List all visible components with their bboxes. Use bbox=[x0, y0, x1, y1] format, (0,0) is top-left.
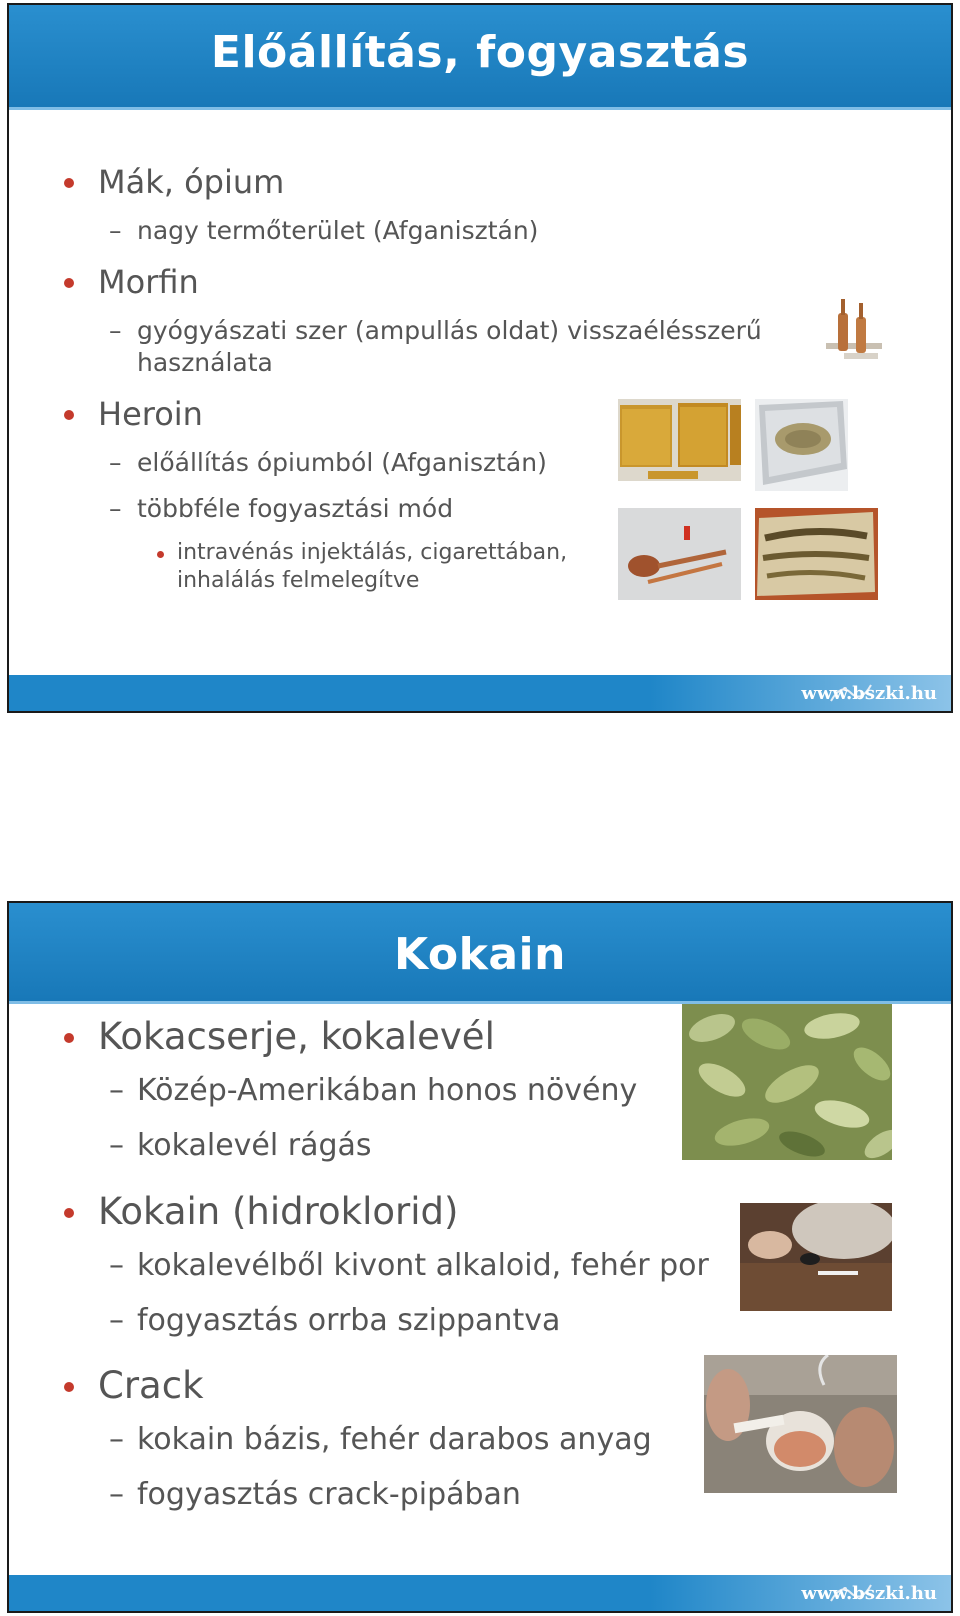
dash-icon: – bbox=[109, 1128, 124, 1163]
snorting-image bbox=[740, 1203, 892, 1311]
sub-bullet: – többféle fogyasztási mód bbox=[109, 494, 454, 523]
bullet-text: Mák, ópium bbox=[98, 163, 285, 201]
bullet-kokain-hidroklorid bbox=[98, 1190, 458, 1233]
bullet-dot-icon bbox=[64, 1208, 74, 1218]
sub-bullet: – előállítás ópiumból (Afganisztán) bbox=[109, 448, 547, 477]
bullet-dot-icon bbox=[157, 551, 164, 558]
bullet-dot-icon bbox=[64, 1033, 74, 1043]
sub-bullet: – gyógyászati szer (ampullás oldat) visszaélésszerű használata bbox=[109, 316, 762, 377]
dash-icon: – bbox=[109, 1422, 124, 1457]
sub-bullet: – kokalevél rágás bbox=[109, 1128, 372, 1163]
sub-bullet: – kokalevélből kivont alkaloid, fehér por bbox=[109, 1248, 709, 1283]
footer-url[interactable]: www.bszki.hu bbox=[801, 1583, 937, 1604]
bullet-crack bbox=[98, 1364, 204, 1407]
bullet-kokacserje bbox=[98, 1015, 495, 1058]
bullet-dot-icon bbox=[64, 1382, 74, 1392]
heroin-bricks-image bbox=[618, 399, 741, 481]
dash-icon: – bbox=[109, 216, 122, 245]
sub-bullet: – nagy termőterület (Afganisztán) bbox=[109, 216, 539, 245]
dash-icon: – bbox=[109, 1303, 124, 1338]
slide-1-title: Előállítás, fogyasztás bbox=[210, 27, 750, 78]
slide-1 bbox=[7, 3, 953, 713]
slide-2 bbox=[7, 901, 953, 1613]
coca-leaves-image bbox=[682, 1004, 892, 1160]
bullet-text: Kokain (hidroklorid) bbox=[98, 1190, 459, 1233]
ampoules-image bbox=[826, 295, 882, 365]
bullet-text: Kokacserje, kokalevél bbox=[98, 1015, 495, 1058]
dash-icon: – bbox=[109, 1248, 124, 1283]
heroin-foil-image bbox=[755, 399, 848, 491]
dash-icon: – bbox=[109, 1073, 124, 1108]
footer-url[interactable]: www.bszki.hu bbox=[801, 683, 937, 704]
sub-sub-bullet: intravénás injektálás, cigarettában, inhalálás felmelegítve bbox=[177, 539, 567, 595]
sub-bullet: – Közép-Amerikában honos növény bbox=[109, 1073, 638, 1108]
crack-pipe-image bbox=[704, 1355, 897, 1493]
dash-icon: – bbox=[109, 1477, 124, 1512]
slide-2-title-bar bbox=[9, 903, 951, 1004]
dash-icon: – bbox=[109, 448, 122, 477]
sub-bullet: – fogyasztás orrba szippantva bbox=[109, 1303, 561, 1338]
bullet-morfin bbox=[98, 263, 199, 301]
burnt-foil-image bbox=[755, 508, 878, 600]
slide-2-footer bbox=[9, 1575, 951, 1611]
dash-icon: – bbox=[109, 316, 122, 345]
bullet-dot-icon bbox=[64, 178, 74, 188]
bullet-heroin bbox=[98, 395, 203, 433]
slide-1-footer bbox=[9, 675, 951, 711]
bullet-text: Morfin bbox=[98, 263, 199, 301]
dash-icon: – bbox=[109, 494, 122, 523]
sub-bullet: – fogyasztás crack-pipában bbox=[109, 1477, 521, 1512]
spoon-syringe-image bbox=[618, 508, 741, 600]
sub-bullet: – kokain bázis, fehér darabos anyag bbox=[109, 1422, 652, 1457]
bullet-mak-opium bbox=[98, 163, 284, 201]
bullet-text: Crack bbox=[98, 1364, 204, 1407]
bullet-text: Heroin bbox=[98, 395, 203, 433]
slide-2-title: Kokain bbox=[394, 929, 566, 980]
bullet-dot-icon bbox=[64, 410, 74, 420]
bullet-dot-icon bbox=[64, 278, 74, 288]
slide-1-title-bar bbox=[9, 5, 951, 110]
